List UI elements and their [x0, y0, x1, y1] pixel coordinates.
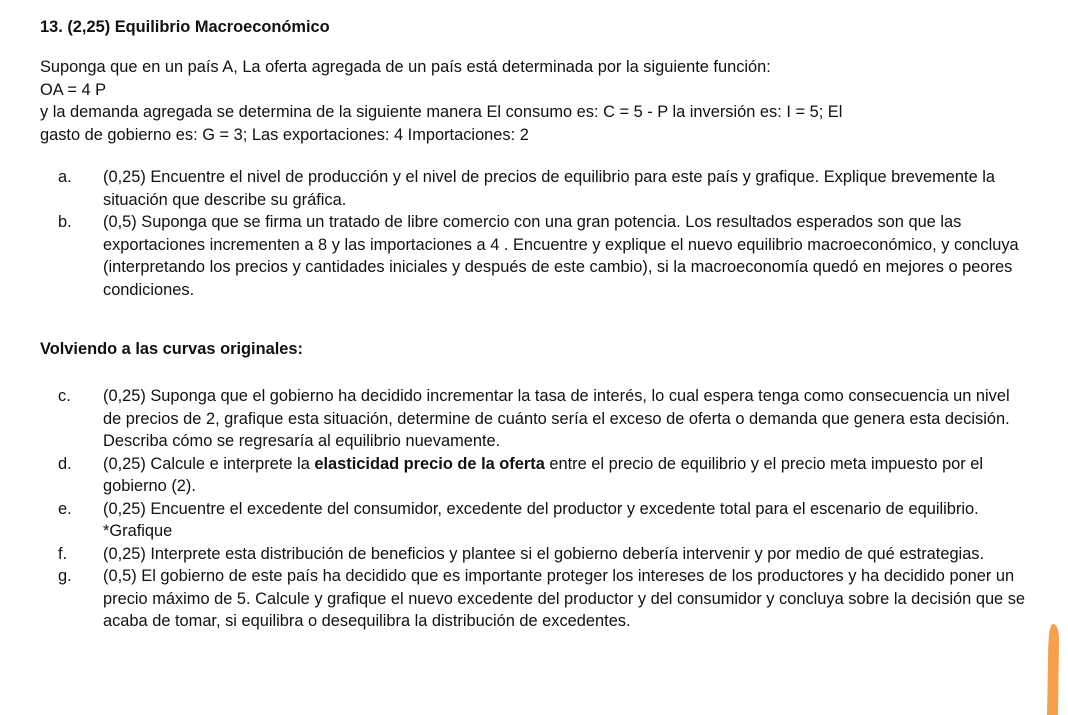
highlighter-mark	[1044, 622, 1060, 715]
list-item-text: (0,25) Interprete esta distribución de beneficios y plantee si el gobierno debería intervenir y por medio de qué estrategias.	[103, 544, 985, 563]
list-item-text: (0,25) Suponga que el gobierno ha decidido incrementar la tasa de interés, lo cual espera tenga como consecuencia un nivel de precios de 2, grafique esta situación, determine de cuánto sería el exceso de oferta o demanda que genera esta decisión. Describa cómo se regresaría al equilibrio nuevamente.	[103, 387, 1010, 450]
list-marker: d.	[58, 454, 72, 473]
section-subheading: Volviendo a las curvas originales:	[40, 340, 303, 358]
list-item-text: (0,5) Suponga que se firma un tratado de libre comercio con una gran potencia. Los resultados esperados son que las exportaciones incrementen a 8 y las importaciones a 4 . Encuentre y explique el nuevo equilibrio macroeconómico, y concluya (interpretando los precios y cantidades iniciales y después de este cambio), si la macroeconomía quedó en mejores o peores condiciones.	[103, 213, 1019, 299]
list-item	[40, 385, 1030, 453]
list-item-text: (0,5) El gobierno de este país ha decidido que es importante proteger los intereses de los productores y ha decidido poner un precio máximo de 5. Calcule y grafique el nuevo excedente del productor y del consumidor y concluya sobre la decisión que se acaba de tomar, si equilibra o desequilibra la distribución de excedentes.	[103, 567, 1026, 630]
list-item-text: (0,25) Encuentre el excedente del consumidor, excedente del productor y excedente total para el escenario de equilibrio. *Grafique	[103, 499, 979, 540]
intro-line: OA = 4 P	[40, 80, 107, 99]
question-intro	[40, 56, 1040, 146]
list-item-text-part: entre el precio de equilibrio y el precio meta impuesto por el gobierno (2).	[103, 454, 984, 495]
list-item-text-part: (0,25) Calcule e interprete la	[103, 454, 315, 473]
list-item-text	[103, 453, 1030, 498]
list-item	[40, 543, 1030, 566]
list-item	[40, 211, 1030, 301]
list-marker: b.	[58, 213, 72, 231]
list-item	[40, 453, 1030, 498]
highlighter-stroke	[1047, 624, 1059, 715]
list-item-text: (0,25) Encuentre el nivel de producción y el nivel de precios de equilibrio para este país y grafique. Explique brevemente la situación que describe su gráfica.	[103, 168, 995, 209]
list-item	[40, 565, 1030, 633]
subquestions-list-first	[40, 166, 1030, 301]
list-marker: a.	[58, 168, 72, 186]
intro-line: Suponga que en un país A, La oferta agregada de un país está determinada por la siguiente función:	[40, 58, 771, 76]
bold-term: elasticidad precio de la oferta	[314, 454, 545, 473]
list-item	[40, 498, 1030, 543]
list-marker: g.	[58, 567, 72, 585]
list-marker: f.	[58, 544, 68, 563]
list-marker: e.	[58, 499, 72, 518]
question-title: 13. (2,25) Equilibrio Macroeconómico	[40, 18, 330, 36]
subquestions-list-second	[40, 385, 1030, 633]
list-marker: c.	[58, 387, 71, 405]
intro-line: y la demanda agregada se determina de la siguiente manera El consumo es: C = 5 - P la inversión es: I = 5; El	[40, 103, 843, 121]
list-item	[40, 166, 1030, 211]
intro-line: gasto de gobierno es: G = 3; Las exportaciones: 4 Importaciones: 2	[40, 125, 529, 144]
